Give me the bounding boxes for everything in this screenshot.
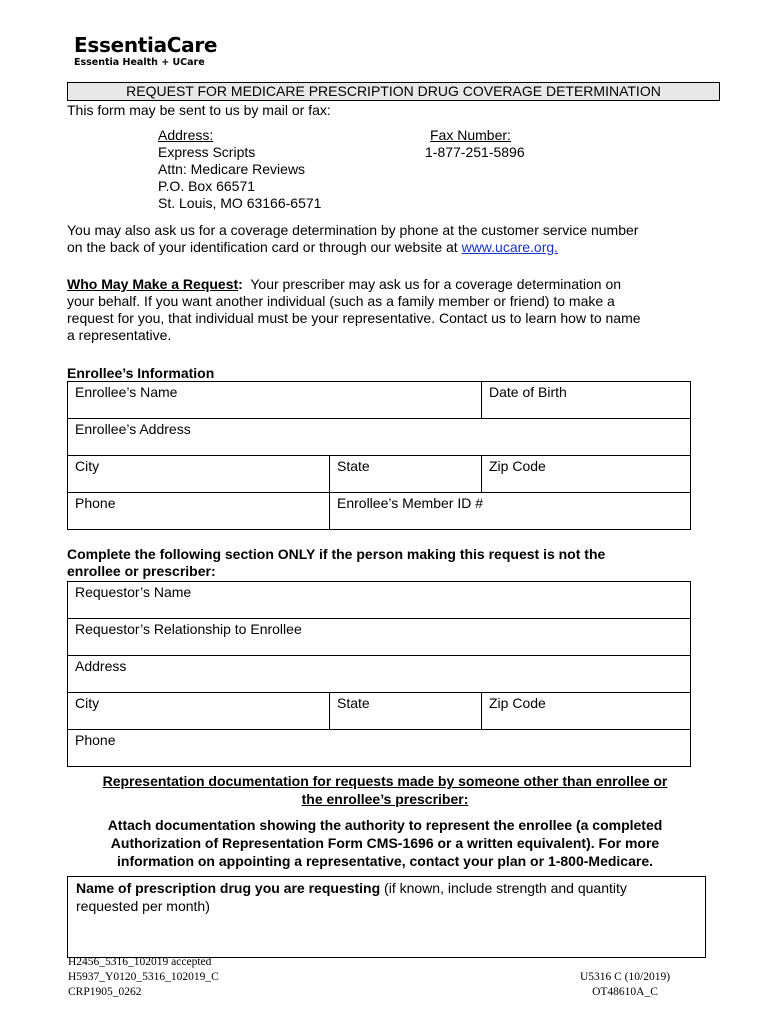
brand-subtitle: Essentia Health + UCare: [74, 57, 205, 68]
address-label: Address:: [158, 127, 214, 143]
fax-block: [425, 127, 525, 161]
enrollee-phone-field[interactable]: Phone: [68, 493, 330, 530]
enrollee-state-field[interactable]: State: [330, 456, 482, 493]
enrollee-table: [67, 381, 691, 530]
fax-label: Fax Number:: [430, 127, 511, 143]
requestor-phone-field[interactable]: Phone: [68, 730, 691, 767]
fax-number: 1-877-251-5896: [425, 144, 525, 160]
enrollee-heading: Enrollee’s Information: [67, 365, 215, 381]
representation-heading: Representation documentation for requests made by someone other than enrollee or the enrollee’s prescriber:: [102, 773, 668, 807]
phone-paragraph: You may also ask us for a coverage determination by phone at the customer service number on the back of your identification card or through our website at www.ucare.org.: [67, 222, 639, 255]
requestor-heading: Complete the following section ONLY if the person making this request is not the enrollee or prescriber:: [67, 546, 606, 579]
enrollee-city-field[interactable]: City: [68, 456, 330, 493]
address-line: P.O. Box 66571: [158, 178, 256, 194]
requestor-state-field[interactable]: State: [330, 693, 482, 730]
requestor-city-field[interactable]: City: [68, 693, 330, 730]
drug-label: Name of prescription drug you are requesting: [76, 880, 381, 896]
dob-field[interactable]: Date of Birth: [482, 382, 691, 419]
form-title: REQUEST FOR MEDICARE PRESCRIPTION DRUG COVERAGE DETERMINATION: [67, 82, 720, 101]
address-line: St. Louis, MO 63166-6571: [158, 195, 322, 211]
requestor-name-field[interactable]: Requestor’s Name: [68, 582, 691, 619]
requestor-address-field[interactable]: Address: [68, 656, 691, 693]
website-link[interactable]: www.ucare.org.: [461, 239, 559, 255]
footer-left: H2456_5316_102019 accepted H5937_Y0120_5316_102019_C CRP1905_0262: [68, 956, 219, 998]
drug-name-field[interactable]: Name of prescription drug you are requesting (if known, include strength and quantity requested per month): [67, 876, 706, 958]
requestor-zip-field[interactable]: Zip Code: [482, 693, 691, 730]
intro-text: This form may be sent to us by mail or fax:: [67, 102, 331, 118]
enrollee-address-field[interactable]: Enrollee’s Address: [68, 419, 691, 456]
requestor-relationship-field[interactable]: Requestor’s Relationship to Enrollee: [68, 619, 691, 656]
address-line: Express Scripts: [158, 144, 256, 160]
member-id-field[interactable]: Enrollee’s Member ID #: [330, 493, 691, 530]
footer-right: U5316 C (10/2019) OT48610A_C: [579, 971, 671, 998]
who-heading: Who May Make a Request: [67, 276, 239, 292]
brand-logo: EssentiaCare: [74, 33, 218, 57]
address-line: Attn: Medicare Reviews: [158, 161, 306, 177]
enrollee-zip-field[interactable]: Zip Code: [482, 456, 691, 493]
enrollee-name-field[interactable]: Enrollee’s Name: [68, 382, 482, 419]
representation-body: Attach documentation showing the authority to represent the enrollee (a completed Authorization of Representation Form CMS-1696 or a written equivalent). For more information on appointing a representative, contact your plan or 1-800-Medicare.: [107, 817, 663, 869]
requestor-table: [67, 581, 691, 767]
who-may-request-section: Who May Make a Request: Your prescriber may ask us for a coverage determination on your behalf. If you want another individual (such as a family member or friend) to make a request for you, that individual must be your representative. Contact us to learn how to name a representative.: [67, 276, 641, 343]
mail-address-block: [158, 127, 321, 212]
